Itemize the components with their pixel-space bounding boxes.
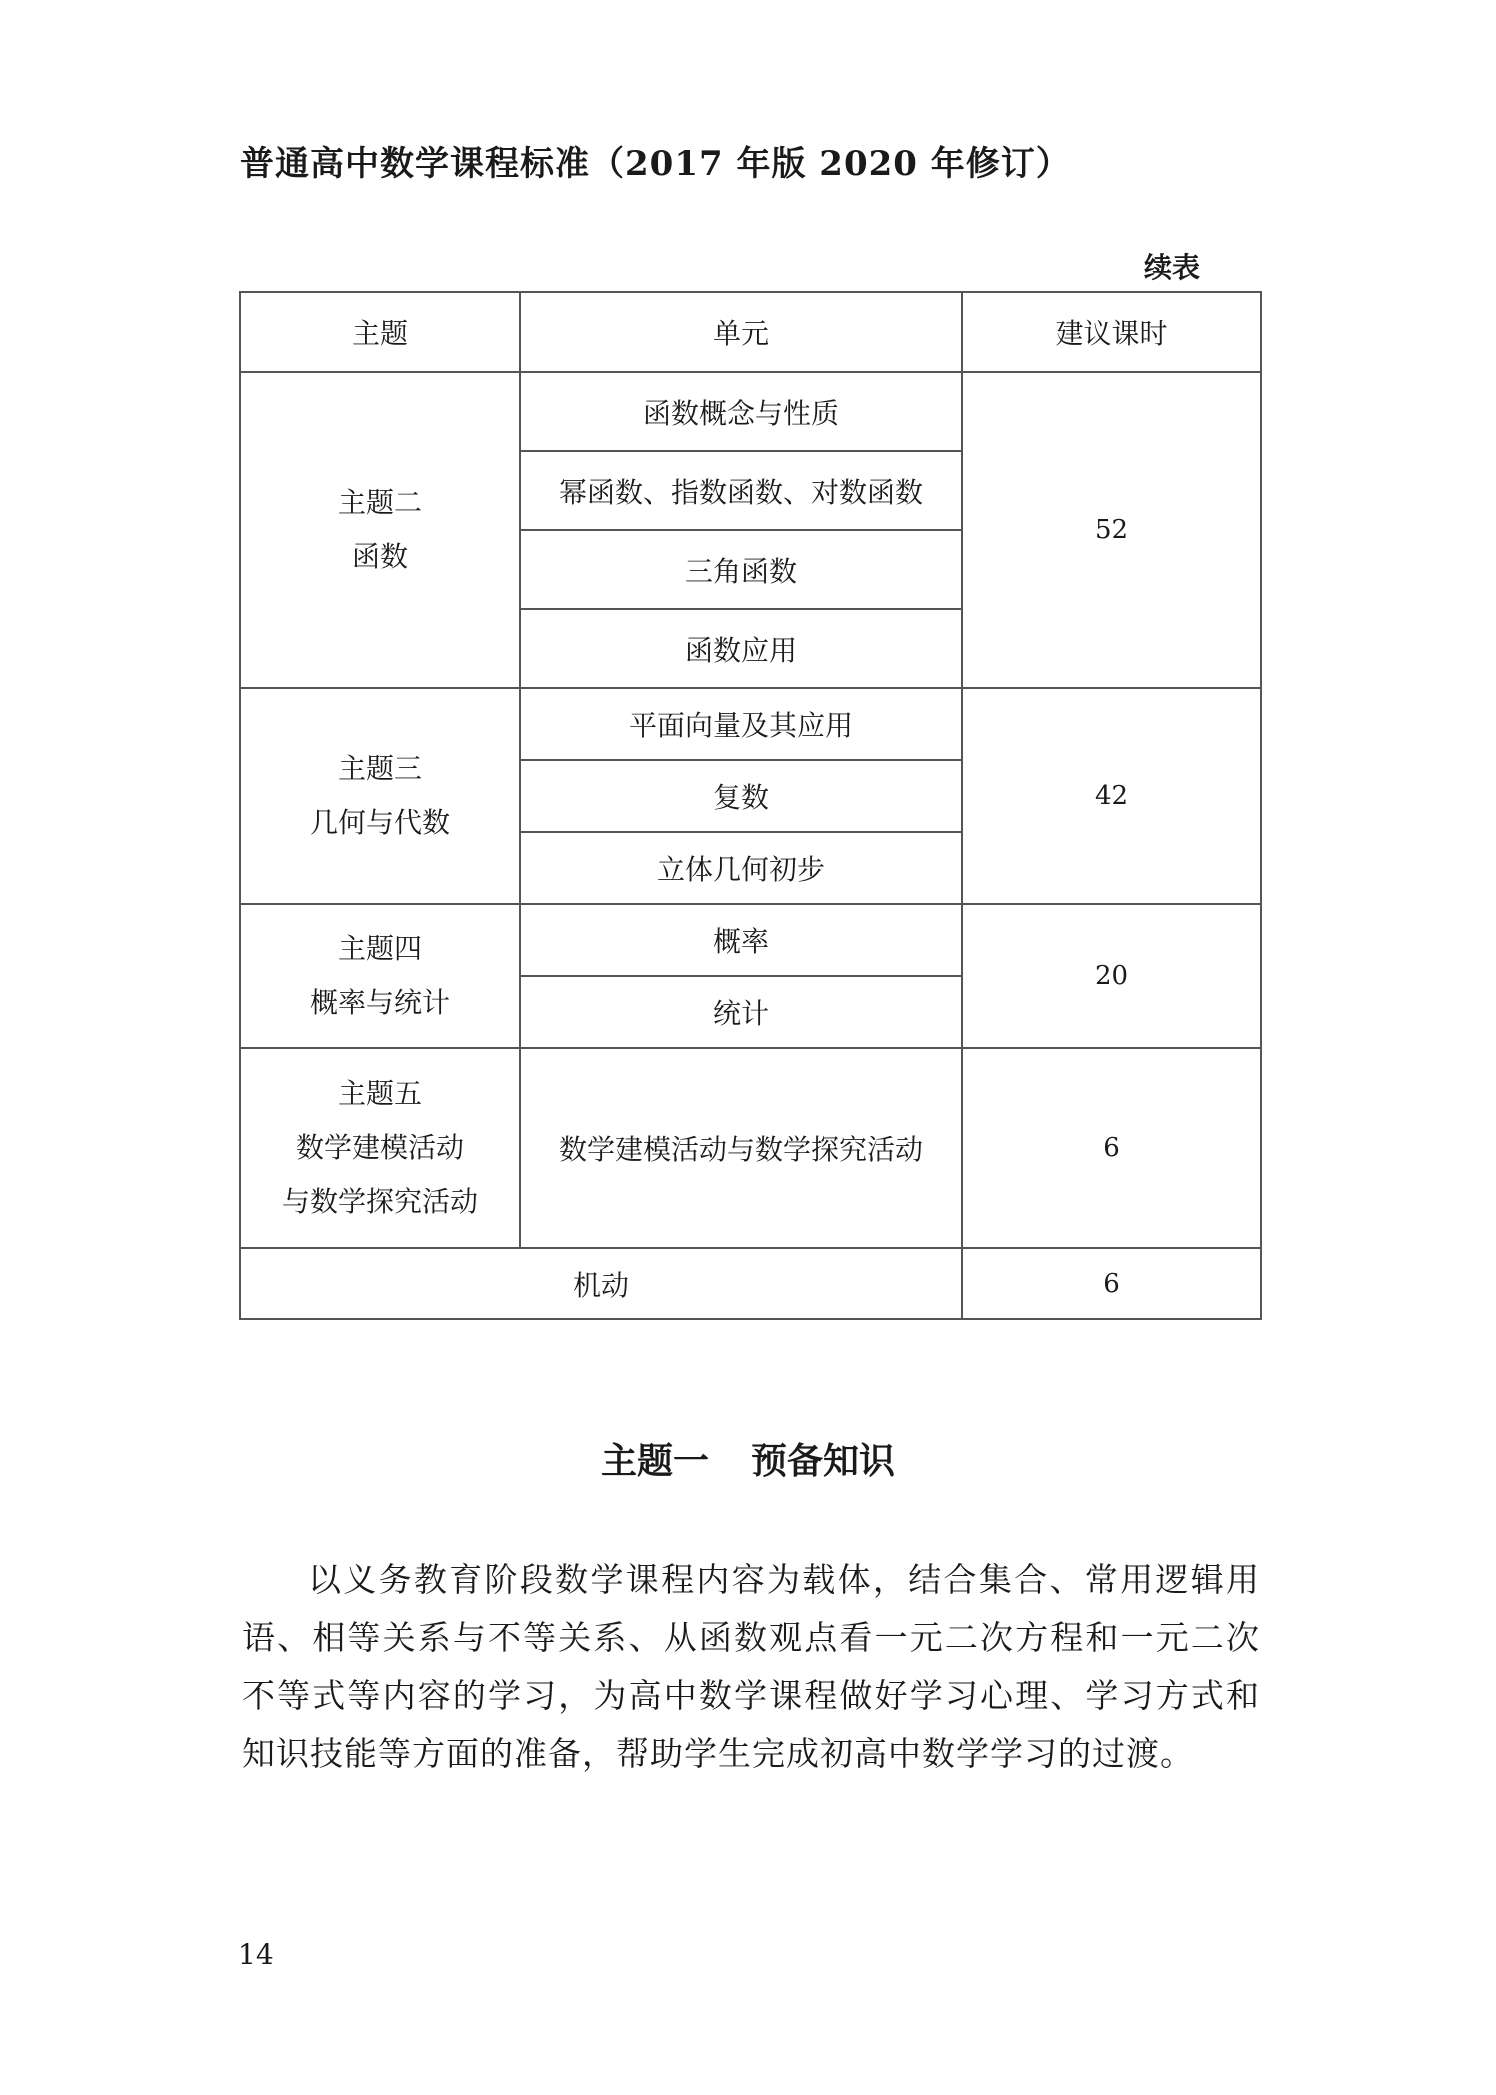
running-header: 普通高中数学课程标准（2017 年版 2020 年修订） bbox=[240, 144, 1071, 184]
unit-cell: 立体几何初步 bbox=[520, 832, 962, 904]
table-header-row bbox=[240, 292, 1261, 372]
section-title-number: 主题一 bbox=[600, 1441, 709, 1482]
topic-cell-3 bbox=[240, 688, 520, 904]
topic-cell-5 bbox=[240, 1048, 520, 1248]
unit-cell: 平面向量及其应用 bbox=[520, 688, 962, 760]
page-number: 14 bbox=[238, 1938, 274, 1971]
unit-cell: 幂函数、指数函数、对数函数 bbox=[520, 451, 962, 530]
topic-cell-2 bbox=[240, 372, 520, 688]
topic-3-line-2: 几何与代数 bbox=[309, 806, 450, 839]
table-row bbox=[240, 372, 1261, 451]
unit-cell: 数学建模活动与数学探究活动 bbox=[520, 1048, 962, 1248]
hours-cell-topic-4: 20 bbox=[962, 904, 1261, 1048]
hours-cell-topic-3: 42 bbox=[962, 688, 1261, 904]
table-row bbox=[240, 688, 1261, 760]
topic-cell-4 bbox=[240, 904, 520, 1048]
course-hours-table bbox=[239, 291, 1262, 1320]
hours-cell-flexible: 6 bbox=[962, 1248, 1261, 1319]
column-header-hours: 建议课时 bbox=[962, 292, 1261, 372]
topic-3-line-1: 主题三 bbox=[337, 752, 422, 785]
unit-cell: 三角函数 bbox=[520, 530, 962, 609]
table-row bbox=[240, 1048, 1261, 1248]
body-paragraph: 以义务教育阶段数学课程内容为载体，结合集合、常用逻辑用语、相等关系与不等关系、从函数观点看一元二次方程和一元二次不等式等内容的学习，为高中数学课程做好学习心理、学习方式和知识技能等方面的准备，帮助学生完成初高中数学学习的过渡。 bbox=[242, 1560, 1260, 1773]
topic-5-line-1: 主题五 bbox=[337, 1077, 422, 1110]
topic-5-line-3: 与数学探究活动 bbox=[281, 1185, 478, 1218]
unit-cell: 统计 bbox=[520, 976, 962, 1048]
hours-cell-topic-5: 6 bbox=[962, 1048, 1261, 1248]
unit-cell: 概率 bbox=[520, 904, 962, 976]
section-title bbox=[0, 1433, 1496, 1484]
table-row bbox=[240, 1248, 1261, 1319]
flexible-label-cell: 机动 bbox=[240, 1248, 962, 1319]
topic-2-line-1: 主题二 bbox=[337, 486, 422, 519]
topic-5-line-2: 数学建模活动 bbox=[295, 1131, 464, 1164]
column-header-topic: 主题 bbox=[240, 292, 520, 372]
topic-4-line-1: 主题四 bbox=[337, 932, 422, 965]
column-header-unit: 单元 bbox=[520, 292, 962, 372]
topic-2-line-2: 函数 bbox=[351, 540, 408, 573]
table-continued-label: 续表 bbox=[1143, 251, 1200, 284]
unit-cell: 函数应用 bbox=[520, 609, 962, 688]
topic-4-line-2: 概率与统计 bbox=[309, 986, 450, 1019]
hours-cell-topic-2: 52 bbox=[962, 372, 1261, 688]
table-row bbox=[240, 904, 1261, 976]
section-title-text: 预备知识 bbox=[751, 1441, 896, 1482]
unit-cell: 复数 bbox=[520, 760, 962, 832]
unit-cell: 函数概念与性质 bbox=[520, 372, 962, 451]
